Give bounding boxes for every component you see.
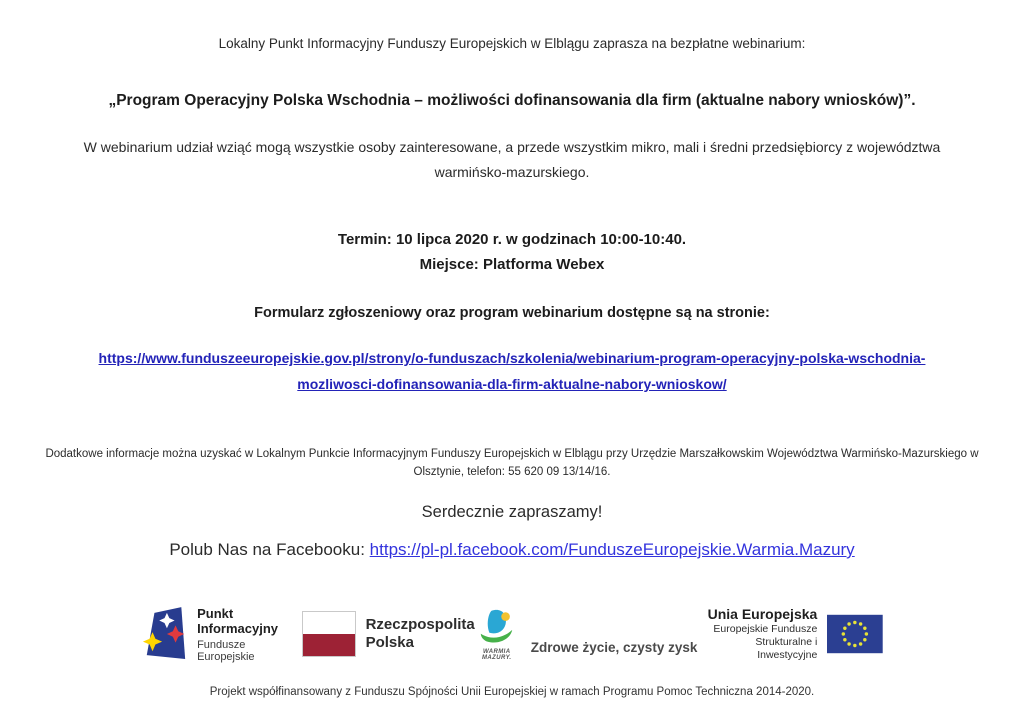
additional-info: Dodatkowe informacje można uzyskać w Lokalnym Punkcie Informacyjnym Funduszy Europejskich w Elblągu przy Urzędzie Marszałkowskim Województwa Warmińsko-Mazurskiego w Olsztynie, telefon: 55 620 09 13/14/16. [45, 448, 979, 478]
facebook-label: Polub Nas na Facebooku: [169, 540, 370, 559]
logo-warmia-mazury [475, 608, 698, 661]
cofinancing-note: Projekt współfinansowany z Funduszu Spójności Unii Europejskiej w ramach Programu Pomoc Techniczna 2014-2020. [209, 686, 815, 698]
unia-europejska-text [697, 606, 817, 662]
registration-link[interactable]: https://www.funduszeeuropejskie.gov.pl/strony/o-funduszach/szkolenia/webinarium-program-operacyjny-polska-wschodnia-mozliwosci-dofinansowania-dla-firm-aktualne-nabory-wnioskow/ [98, 350, 926, 392]
pl-name-line2: Polska [365, 634, 414, 651]
form-info-line: Formularz zgłoszeniowy oraz program webinarium dostępne są na stronie: [254, 305, 770, 321]
poland-flag-icon [302, 611, 356, 657]
ue-sub-line2: Strukturalne i Inwestycyjne [755, 636, 818, 661]
pi-subtitle: Fundusze Europejskie [197, 638, 255, 663]
ue-sub-line1: Europejskie Fundusze [713, 623, 818, 635]
warmia-brand-line1: WARMIA [483, 648, 511, 655]
place-line: Miejsce: Platforma Webex [419, 256, 605, 273]
rzeczpospolita-text [366, 616, 475, 652]
audience-paragraph: W webinarium udział wziąć mogą wszystkie osoby zainteresowane, a przede wszystkim mikro, mali i średni przedsiębiorcy z województwa warmińsko-mazurskiego. [83, 139, 941, 180]
pi-name-line2: Informacyjny [197, 620, 278, 636]
facebook-link[interactable]: https://pl-pl.facebook.com/FunduszeEuropejskie.Warmia.Mazury [369, 540, 855, 559]
ue-name: Unia Europejska [707, 606, 818, 622]
date-line: Termin: 10 lipca 2020 r. w godzinach 10:00-10:40. [337, 231, 687, 248]
pl-name-line1: Rzeczpospolita [365, 616, 475, 633]
warmia-mazury-sail-icon [475, 608, 519, 648]
fundusze-europejskie-flag-icon [141, 604, 187, 664]
closing-line: Serdecznie zapraszamy! [421, 503, 603, 521]
facebook-line [0, 540, 1024, 560]
logo-unia-europejska [697, 606, 883, 662]
pi-name-line1: Punkt [197, 605, 234, 621]
intro-line: Lokalny Punkt Informacyjny Funduszy Europejskich w Elblągu zaprasza na bezpłatne webinarium: [218, 36, 806, 51]
date-place-block [162, 227, 862, 277]
webinar-title: „Program Operacyjny Polska Wschodnia – możliwości dofinansowania dla firm (aktualne nabory wniosków)”. [108, 92, 916, 109]
warmia-tagline: Zdrowe życie, czysty zysk [530, 639, 698, 655]
registration-link-wrap [67, 345, 957, 397]
punkt-informacyjny-text [197, 606, 302, 663]
logo-rzeczpospolita-polska [302, 611, 475, 657]
warmia-mazury-mark [475, 608, 519, 661]
eu-flag-icon [827, 614, 883, 654]
warmia-brand-line2: MAZURY. [482, 654, 512, 661]
logo-punkt-informacyjny [141, 604, 302, 664]
logos-band [141, 602, 883, 666]
